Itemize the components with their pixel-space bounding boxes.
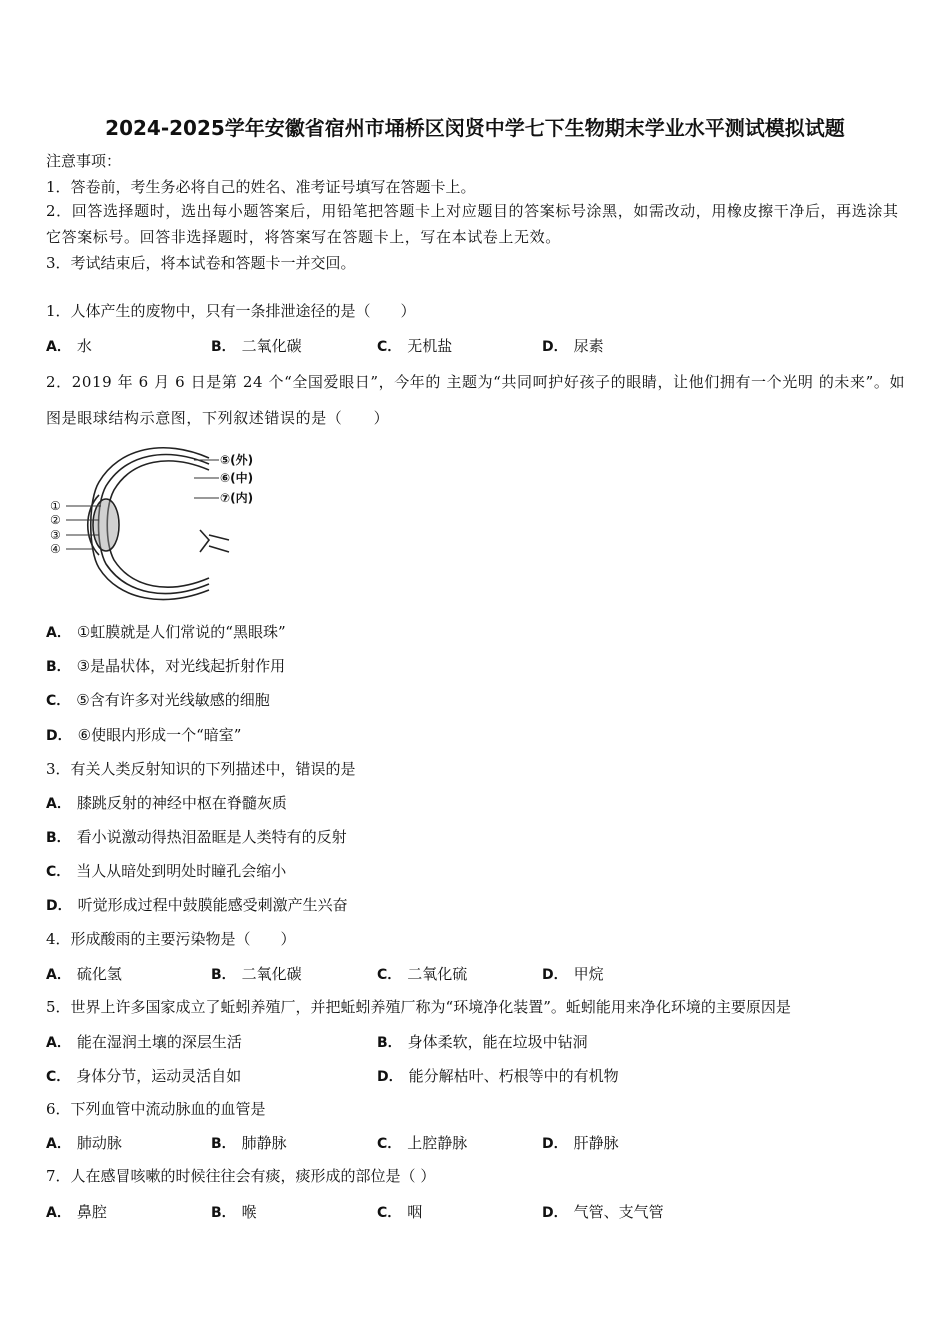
q6-option-a[interactable]: A． 肺动脉 bbox=[46, 1134, 122, 1152]
q3-option-c[interactable]: C． 当人从暗处到明处时瞳孔会缩小 bbox=[46, 862, 287, 880]
q7-option-b[interactable]: B． 喉 bbox=[211, 1203, 257, 1221]
q5-option-a[interactable]: A． 能在湿润土壤的深层生活 bbox=[46, 1033, 242, 1051]
q3-option-a[interactable]: A． 膝跳反射的神经中枢在脊髓灰质 bbox=[46, 794, 287, 812]
q1-option-d[interactable]: D． 尿素 bbox=[542, 337, 604, 355]
eye-label-1: ① bbox=[50, 499, 61, 513]
eye-label-3: ③ bbox=[50, 528, 61, 542]
q4-option-a[interactable]: A． 硫化氢 bbox=[46, 965, 122, 983]
q6-option-d[interactable]: D． 肝静脉 bbox=[542, 1134, 619, 1152]
notice-heading: 注意事项： bbox=[46, 152, 122, 170]
q4-option-c[interactable]: C． 二氧化硫 bbox=[377, 965, 468, 983]
eye-label-7: ⑦(内) bbox=[220, 491, 254, 505]
q2-option-d[interactable]: D． ⑥使眼内形成一个“暗室” bbox=[46, 726, 242, 744]
eye-label-6: ⑥(中) bbox=[220, 471, 254, 485]
exam-title: 2024-2025学年安徽省宿州市埇桥区闵贤中学七下生物期末学业水平测试模拟试题 bbox=[105, 116, 845, 140]
q2-option-b[interactable]: B． ③是晶状体，对光线起折射作用 bbox=[46, 657, 286, 675]
question-7-options bbox=[46, 1201, 906, 1223]
question-6-options bbox=[46, 1132, 906, 1154]
q6-option-b[interactable]: B． 肺静脉 bbox=[211, 1134, 287, 1152]
question-4-stem: 4．形成酸雨的主要污染物是（ ） bbox=[46, 930, 296, 948]
q7-option-a[interactable]: A． 鼻腔 bbox=[46, 1203, 107, 1221]
q5-option-d[interactable]: D． 能分解枯叶、朽根等中的有机物 bbox=[377, 1067, 619, 1085]
question-5-options-row2 bbox=[46, 1065, 906, 1087]
question-5-stem: 5．世界上许多国家成立了蚯蚓养殖厂，并把蚯蚓养殖厂称为“环境净化装置”。蚯蚓能用来净化环境的主要原因是 bbox=[46, 998, 791, 1016]
notice-item-3: 3．考试结束后，将本试卷和答题卡一并交回。 bbox=[46, 254, 356, 272]
q5-option-c[interactable]: C． 身体分节，运动灵活自如 bbox=[46, 1067, 242, 1085]
notice-item-2: 2．回答选择题时，选出每小题答案后，用铅笔把答题卡上对应题目的答案标号涂黑，如需改动，用橡皮擦干净后，再选涂其它答案标号。回答非选择题时，将答案写在答题卡上，写在本试卷上无效。 bbox=[46, 202, 899, 246]
q6-option-c[interactable]: C． 上腔静脉 bbox=[377, 1134, 468, 1152]
question-2-stem: 2．2019 年 6 月 6 日是第 24 个“全国爱眼日”，今年的 主题为“共同呵护好孩子的眼睛，让他们拥有一个光明 的未来”。如图是眼球结构示意图，下列叙述错误的是（ ） bbox=[46, 373, 906, 427]
eye-label-5: ⑤(外) bbox=[220, 453, 254, 467]
q2-option-c[interactable]: C． ⑤含有许多对光线敏感的细胞 bbox=[46, 691, 270, 709]
notice-item-1: 1．答卷前，考生务必将自己的姓名、准考证号填写在答题卡上。 bbox=[46, 178, 476, 196]
q4-option-d[interactable]: D． 甲烷 bbox=[542, 965, 604, 983]
question-4-options bbox=[46, 963, 906, 985]
q3-option-d[interactable]: D． 听觉形成过程中鼓膜能感受刺激产生兴奋 bbox=[46, 896, 348, 914]
question-7-stem: 7．人在感冒咳嗽的时候往往会有痰，痰形成的部位是（ ） bbox=[46, 1167, 436, 1185]
q5-option-b[interactable]: B． 身体柔软，能在垃圾中钻洞 bbox=[377, 1033, 588, 1051]
question-3-stem: 3．有关人类反射知识的下列描述中，错误的是 bbox=[46, 760, 356, 778]
eyeball-diagram bbox=[44, 440, 274, 608]
q1-option-a[interactable]: A． 水 bbox=[46, 337, 92, 355]
question-1-options bbox=[46, 335, 906, 357]
q7-option-d[interactable]: D． 气管、支气管 bbox=[542, 1203, 664, 1221]
question-1-stem: 1．人体产生的废物中，只有一条排泄途径的是（ ） bbox=[46, 302, 416, 320]
q4-option-b[interactable]: B． 二氧化碳 bbox=[211, 965, 302, 983]
q1-option-b[interactable]: B． 二氧化碳 bbox=[211, 337, 302, 355]
eye-label-2: ② bbox=[50, 513, 61, 527]
question-5-options-row1 bbox=[46, 1031, 906, 1053]
question-6-stem: 6．下列血管中流动脉血的血管是 bbox=[46, 1100, 266, 1118]
q3-option-b[interactable]: B． 看小说激动得热泪盈眶是人类特有的反射 bbox=[46, 828, 347, 846]
q1-option-c[interactable]: C． 无机盐 bbox=[377, 337, 453, 355]
q7-option-c[interactable]: C． 咽 bbox=[377, 1203, 423, 1221]
eye-label-4: ④ bbox=[50, 542, 61, 556]
q2-option-a[interactable]: A． ①虹膜就是人们常说的“黑眼珠” bbox=[46, 623, 286, 641]
